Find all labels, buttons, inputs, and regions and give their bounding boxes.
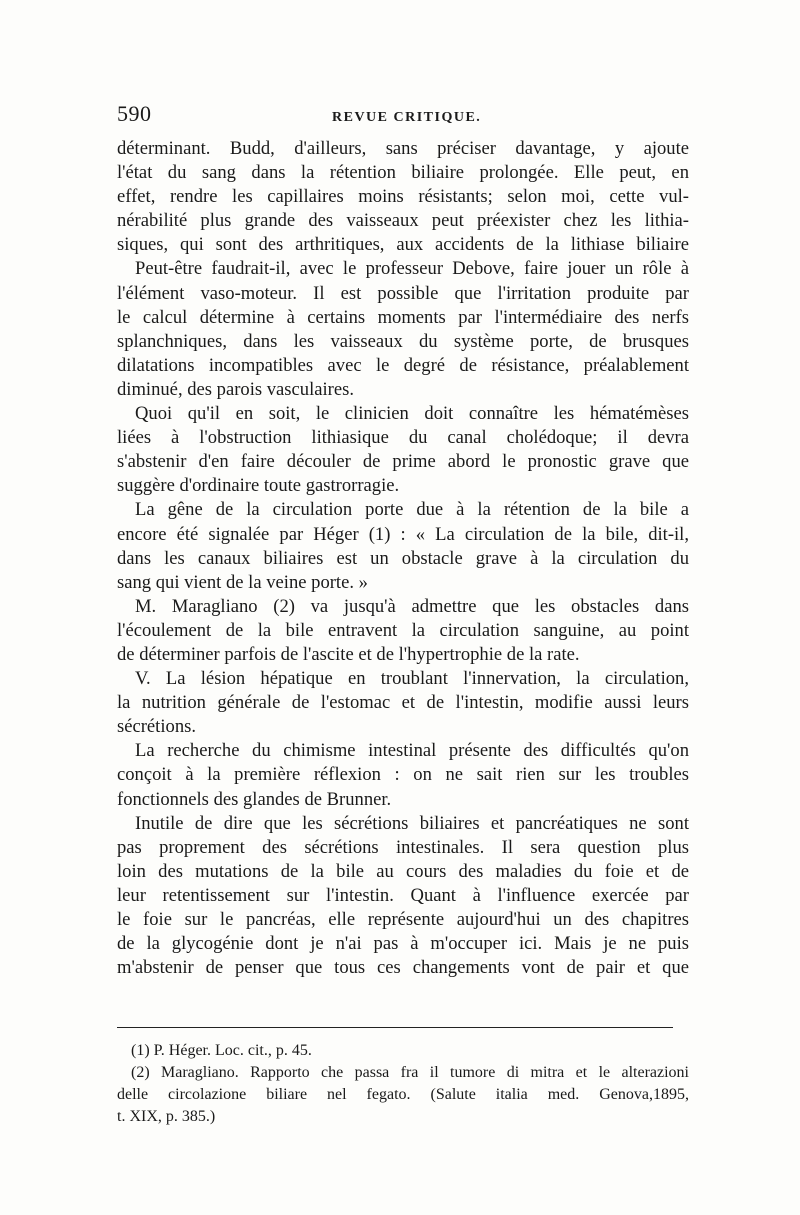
text-line: diminué, des parois vasculaires. — [117, 378, 355, 400]
text-line: le calcul détermine à certains moments par l'intermédiaire des nerfs — [117, 306, 689, 328]
text-line: conçoit à la première réflexion : on ne sait rien sur les troubles — [117, 764, 689, 786]
text-line: dilatations incompatibles avec le degré de résistance, préalablement — [117, 354, 689, 376]
text-line: M. Maragliano (2) va jusqu'à admettre que les obstacles dans — [135, 595, 689, 617]
text-line: suggère d'ordinaire toute gastrorragie. — [117, 475, 400, 497]
text-line: splanchniques, dans les vaisseaux du système porte, de brusques — [117, 330, 689, 352]
text-line: loin des mutations de la bile au cours des maladies du foie et de — [117, 860, 689, 882]
text-line: Inutile de dire que les sécrétions biliaires et pancréatiques ne sont — [135, 812, 689, 834]
text-line: effet, rendre les capillaires moins résistants; selon moi, cette vul- — [117, 186, 689, 208]
footnote-2: (2) Maragliano. Rapporto che passa fra il tumore di mitra et le alterazioni — [131, 1064, 689, 1081]
text-line: dans les canaux biliaires est un obstacle grave à la circulation du — [117, 547, 689, 569]
text-line: m'abstenir de penser que tous ces changements vont de pair et que — [117, 957, 689, 979]
text-line: Peut-être faudrait-il, avec le professeur Debove, faire jouer un rôle à — [135, 258, 689, 280]
text-line: déterminant. Budd, d'ailleurs, sans préciser davantage, y ajoute — [117, 138, 689, 159]
page-number: 590 — [117, 101, 152, 126]
text-line: l'état du sang dans la rétention biliaire prolongée. Elle peut, en — [117, 162, 689, 184]
text-line: de la glycogénie dont je n'ai pas à m'occuper ici. Mais je ne puis — [117, 933, 689, 955]
text-line: V. La lésion hépatique en troublant l'innervation, la circulation, — [135, 668, 689, 690]
text-line: liées à l'obstruction lithiasique du canal cholédoque; il devra — [117, 427, 689, 449]
footnote-2-continuation: delle circolazione biliare nel fegato. (Salute italia med. Genova,1895, — [117, 1086, 689, 1103]
page-header — [117, 101, 697, 131]
text-line: de déterminer parfois de l'ascite et de l'hypertrophie de la rate. — [117, 643, 580, 665]
text-line: La gêne de la circulation porte due à la rétention de la bile a — [135, 499, 689, 521]
text-line: l'élément vaso-moteur. Il est possible que l'irritation produite par — [117, 282, 689, 304]
text-line: La recherche du chimisme intestinal présente des difficultés qu'on — [135, 740, 689, 762]
text-line: s'abstenir d'en faire découler de prime abord le pronostic grave que — [117, 451, 689, 473]
text-line: le foie sur le pancréas, elle représente aujourd'hui un des chapitres — [117, 909, 689, 930]
running-head: REVUE CRITIQUE. — [332, 110, 482, 125]
text-line: nérabilité plus grande des vaisseaux peut préexister chez les lithia- — [117, 210, 689, 232]
footnote-divider — [117, 1027, 673, 1028]
text-line: encore été signalée par Héger (1) : « La circulation de la bile, dit-il, — [117, 523, 689, 545]
footnote-2-continuation: t. XIX, p. 385.) — [117, 1108, 216, 1125]
text-line: l'écoulement de la bile entravent la circulation sanguine, au point — [117, 619, 689, 641]
text-line: Quoi qu'il en soit, le clinicien doit connaître les hématémèses — [135, 403, 689, 425]
text-line: la nutrition générale de l'estomac et de l'intestin, modifie aussi leurs — [117, 692, 689, 714]
footnote-1: (1) P. Héger. Loc. cit., p. 45. — [131, 1042, 312, 1059]
text-line: leur retentissement sur l'intestin. Quant à l'influence exercée par — [117, 884, 689, 906]
text-line: sang qui vient de la veine porte. » — [117, 571, 368, 593]
text-line: fonctionnels des glandes de Brunner. — [117, 788, 392, 810]
footnotes — [117, 1040, 689, 1128]
text-line: siques, qui sont des arthritiques, aux accidents de la lithiase biliaire — [117, 234, 689, 256]
body-text — [117, 137, 689, 980]
text-line: pas proprement des sécrétions intestinales. Il sera question plus — [117, 836, 689, 858]
text-line: sécrétions. — [117, 716, 196, 738]
